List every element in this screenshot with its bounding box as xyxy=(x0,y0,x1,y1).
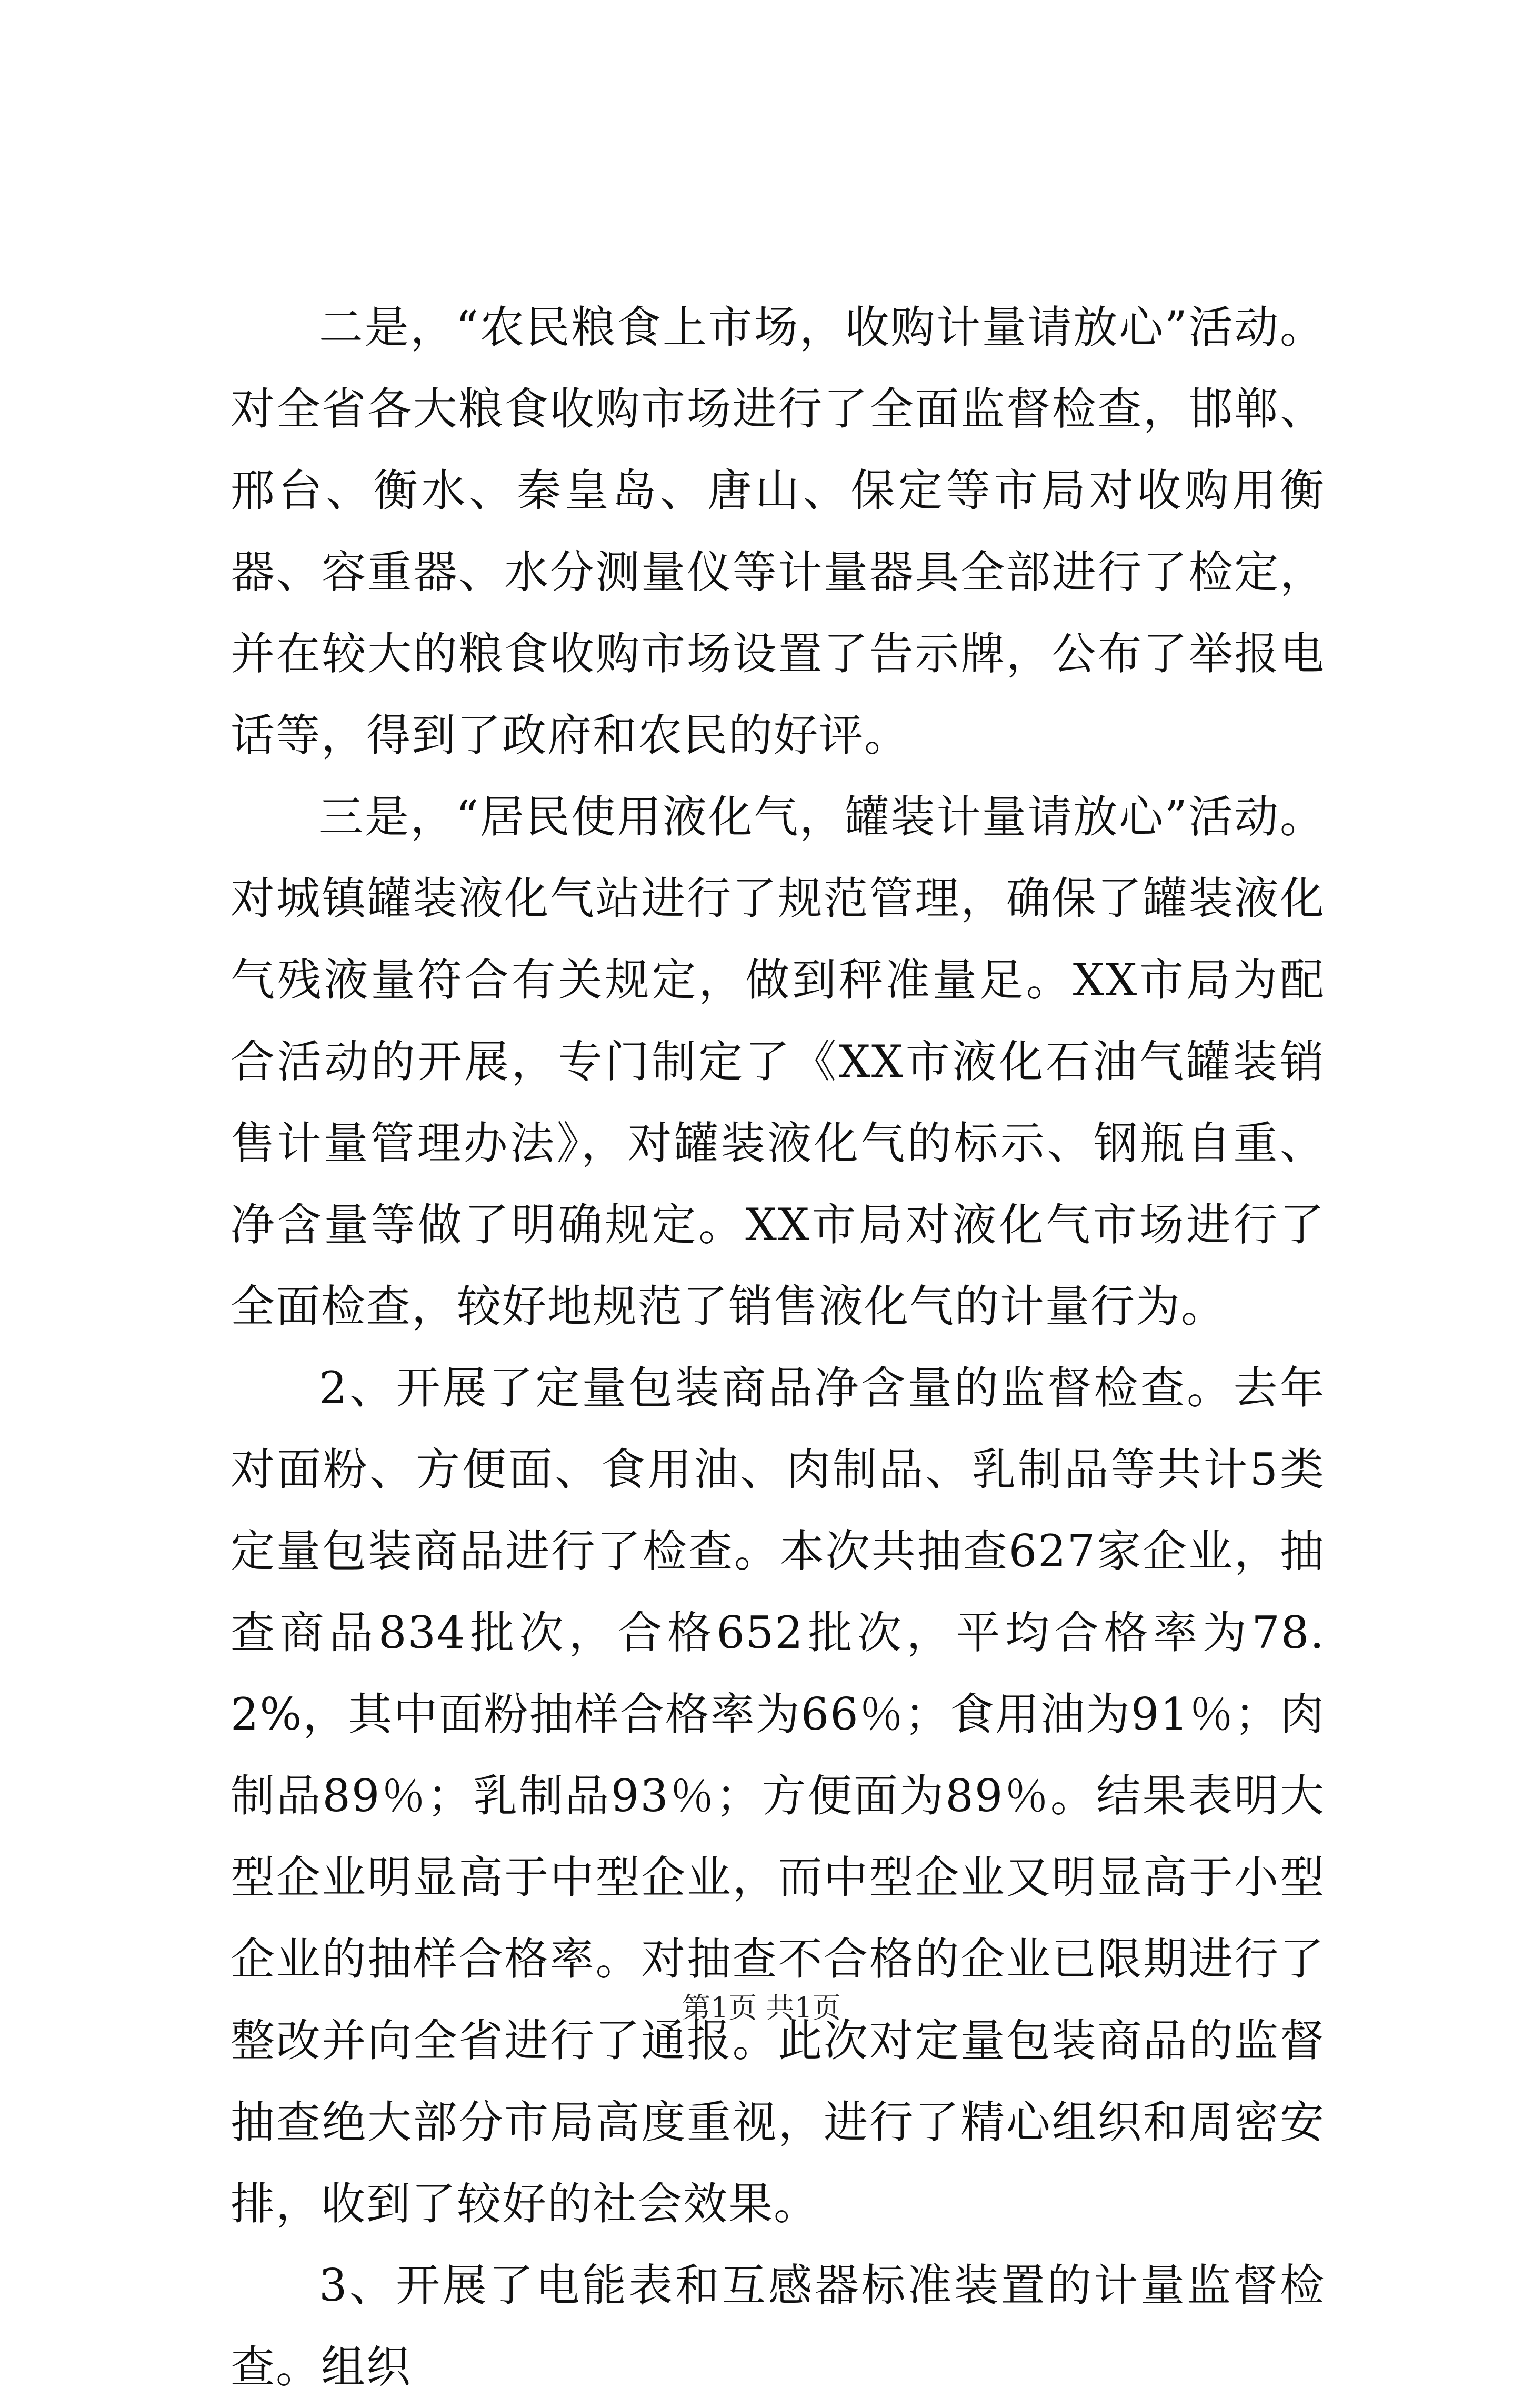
document-body xyxy=(231,287,1325,2408)
paragraph-prepackaged-goods: 2、开展了定量包装商品净含量的监督检查。去年对面粉、方便面、食用油、肉制品、乳制品等共计5类定量包装商品进行了检查。本次共抽查627家企业，抽查商品834批次，合格652批次，平均合格率为78.2%，其中面粉抽样合格率为66％；食用油为91％；肉制品89％；乳制品93％；方便面为89％。结果表明大型企业明显高于中型企业，而中型企业又明显高于小型企业的抽样合格率。对抽查不合格的企业已限期进行了整改并向全省进行了通报。此次对定量包装商品的监督抽查绝大部分市局高度重视，进行了精心组织和周密安排，收到了较好的社会效果。 xyxy=(231,1362,1325,2230)
paragraph-electric-meter: 3、开展了电能表和互感器标准装置的计量监督检查。组织 xyxy=(231,2260,1325,2393)
paragraph-campaign-grain: 二是，“农民粮食上市场，收购计量请放心”活动。对全省各大粮食收购市场进行了全面监督检查，邯郸、邢台、衡水、秦皇岛、唐山、保定等市局对收购用衡器、容重器、水分测量仪等计量器具全部进行了检定，并在较大的粮食收购市场设置了告示牌，公布了举报电话等，得到了政府和农民的好评。 xyxy=(231,302,1325,761)
paragraph-campaign-lpg: 三是，“居民使用液化气，罐装计量请放心”活动。对城镇罐装液化气站进行了规范管理，确保了罐装液化气残液量符合有关规定，做到秤准量足。XX市局为配合活动的开展，专门制定了《XX市液化石油气罐装销售计量管理办法》，对罐装液化气的标示、钢瓶自重、净含量等做了明确规定。XX市局对液化气市场进行了全面检查，较好地规范了销售液化气的计量行为。 xyxy=(231,791,1325,1332)
page-number-footer: 第1页 共1页 xyxy=(682,1991,841,2024)
